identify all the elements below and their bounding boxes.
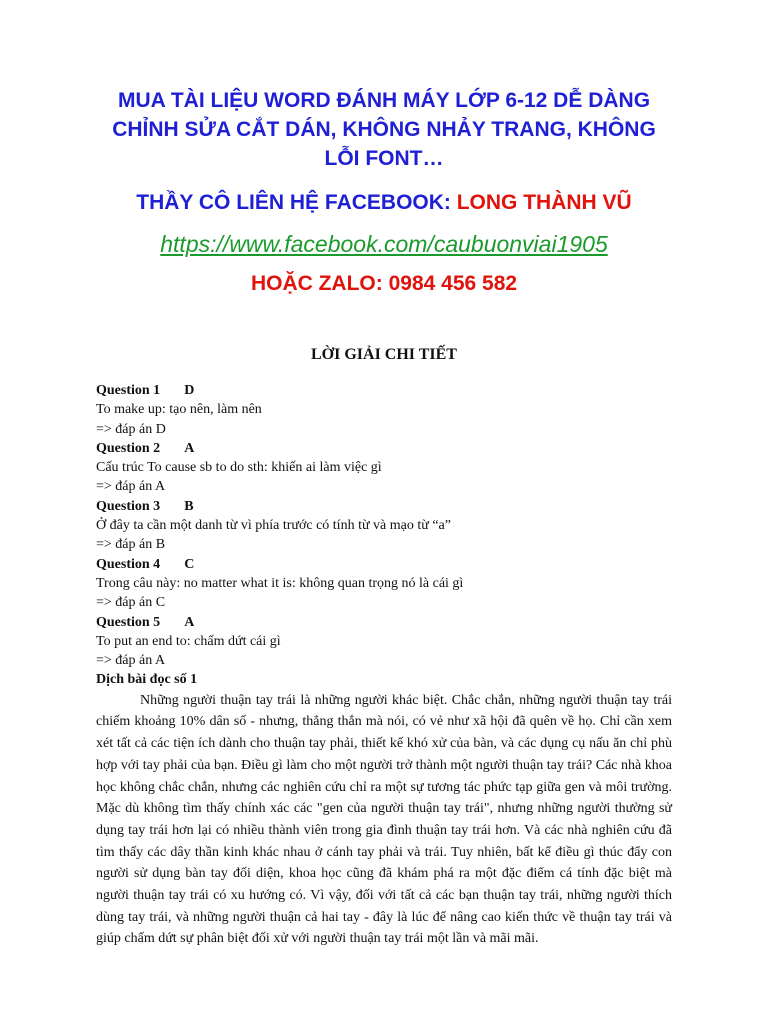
question-label: Question 2: [96, 440, 161, 456]
question-label: Question 5: [96, 614, 161, 630]
question-heading: [96, 381, 676, 400]
question-answer: A: [184, 614, 195, 630]
question-answer: B: [184, 498, 194, 514]
question-heading: [96, 613, 676, 632]
question-label: Question 3: [96, 498, 161, 514]
question-explanation: Trong câu này: no matter what it is: không quan trọng nó là cái gì: [96, 575, 464, 591]
question-result: => đáp án C: [96, 595, 166, 611]
facebook-contact: [0, 189, 768, 217]
answers-section: [96, 381, 676, 950]
promo-banner: [0, 86, 768, 296]
reading-paragraph: Những người thuận tay trái là những người khác biệt. Chắc chắn, những người thuận tay trái chiếm khoảng 10% dân số - nhưng, thẳng thắn mà nói, có vẻ như xã hội đã quên về họ. Chỉ cần xem xét tất cả các tiện ích dành cho thuận tay phải, thiết kế khó xử của bàn, và các dụng cụ nấu ăn chỉ phù hợp với tay phải của bạn. Điều gì làm cho một người trở thành một người thuận tay trái? Các nhà khoa học không chắc chắn, nhưng các nghiên cứu chỉ ra một sự tương tác phức tạp giữa gen và môi trường. Mặc dù không tìm thấy chính xác các "gen của người thuận tay trái", nhưng những người thường sử dụng tay trái hơn lại có nhiều thành viên trong gia đình thuận tay trái hơn. Và các nhà nghiên cứu đã tìm thấy các dây thần kinh khác nhau ở cánh tay phải và trái. Tuy nhiên, bất kể điều gì thúc đẩy con người sử dụng bàn tay đối diện, khoa học cũng đã khám phá ra một đặc điểm cá tính đặc biệt mà người thuận tay trái có xu hướng có. Vì vậy, đối với tất cả các bạn thuận tay trái, những người thích dùng tay trái, và những người thuận cả hai tay - đây là lúc để nâng cao kiến thức về thuận tay trái và giúp chấm dứt sự phân biệt đối xử với người thuận tay trái một lần và mãi mãi.: [96, 692, 672, 947]
reading-title: Dịch bài đọc số 1: [96, 672, 198, 688]
zalo-contact: HOẶC ZALO: 0984 456 582: [250, 272, 518, 295]
question-explanation: To make up: tạo nên, làm nên: [96, 402, 262, 418]
question-result: => đáp án A: [96, 479, 166, 495]
question-block: [96, 381, 676, 439]
contact-name: LONG THÀNH VŨ: [456, 191, 632, 214]
question-explanation: Ở đây ta cần một danh từ vì phía trước có tính từ và mạo từ “a”: [96, 518, 451, 534]
contact-prefix: THẦY CÔ LIÊN HỆ FACEBOOK:: [136, 191, 457, 214]
promo-line-3: LỖI FONT…: [324, 147, 444, 170]
promo-line-2: CHỈNH SỬA CẮT DÁN, KHÔNG NHẢY TRANG, KHÔNG: [112, 118, 656, 141]
question-answer: A: [184, 440, 195, 456]
promo-line-1: MUA TÀI LIỆU WORD ĐÁNH MÁY LỚP 6-12 DỄ DÀNG: [117, 89, 651, 112]
question-explanation: To put an end to: chấm dứt cái gì: [96, 633, 281, 649]
question-heading: [96, 555, 676, 574]
question-block: [96, 613, 676, 671]
question-answer: D: [184, 383, 195, 398]
question-result: => đáp án D: [96, 421, 166, 437]
question-explanation: Cấu trúc To cause sb to do sth: khiến ai làm việc gì: [96, 460, 382, 476]
question-heading: [96, 497, 676, 516]
question-block: [96, 497, 676, 555]
question-block: [96, 439, 676, 497]
question-label: Question 1: [96, 383, 161, 398]
question-result: => đáp án A: [96, 653, 166, 669]
facebook-link[interactable]: https://www.facebook.com/caubuonviai1905: [160, 231, 608, 257]
question-label: Question 4: [96, 556, 161, 572]
question-answer: C: [184, 556, 195, 572]
question-result: => đáp án B: [96, 537, 166, 553]
question-heading: [96, 439, 676, 458]
question-block: [96, 555, 676, 613]
solution-title: LỜI GIẢI CHI TIẾT: [311, 346, 457, 363]
